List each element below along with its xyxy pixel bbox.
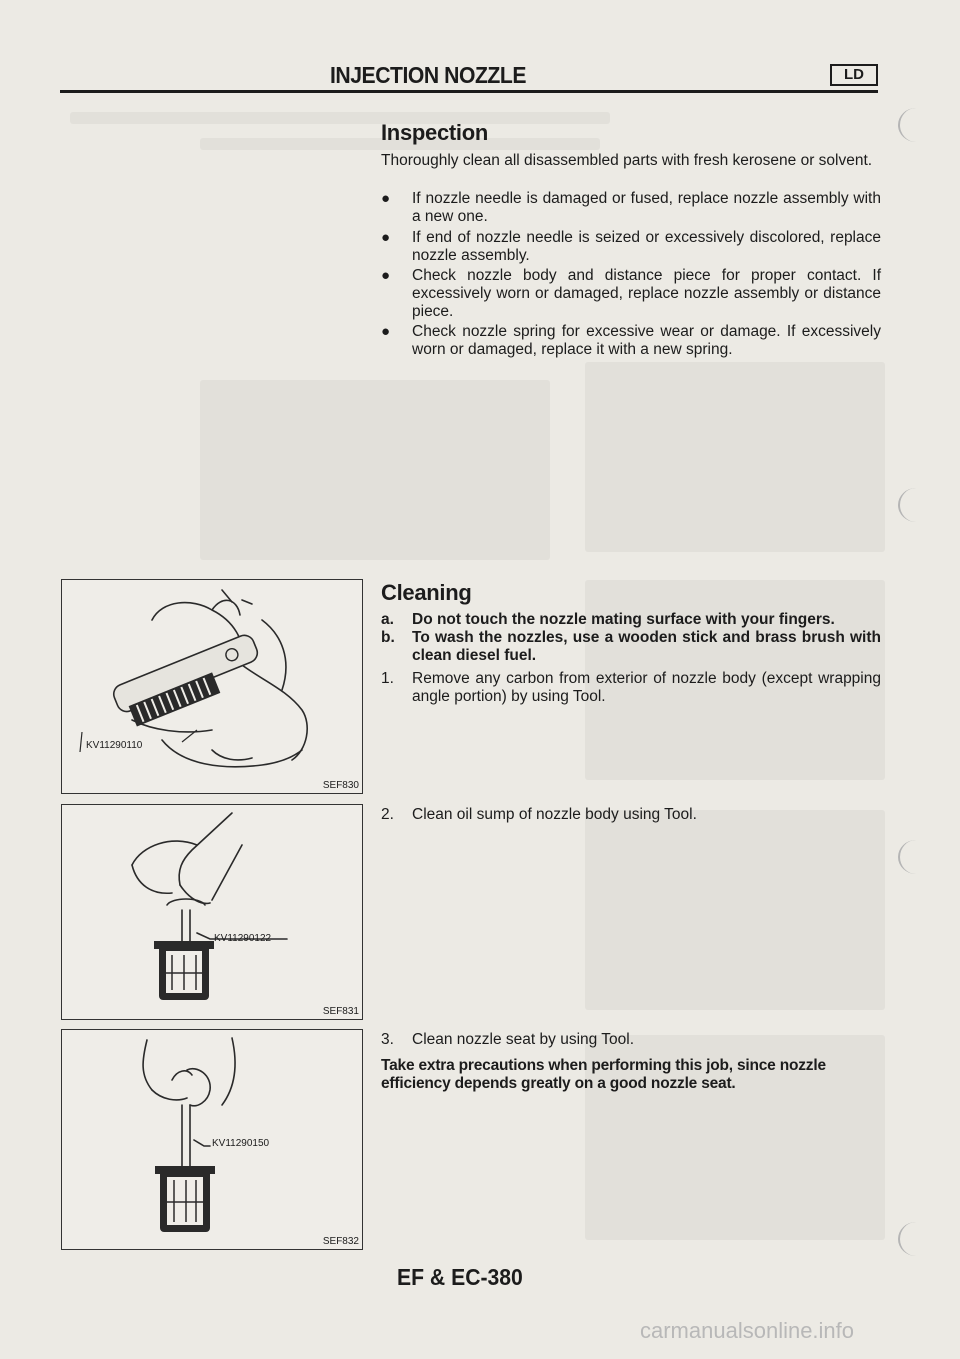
tool-number-label: KV11290122: [214, 933, 272, 944]
inspection-bullet: [381, 323, 881, 359]
site-watermark: carmanualsonline.info: [640, 1318, 855, 1343]
step-number: 3.: [381, 1031, 394, 1048]
bullet-text: If nozzle needle is damaged or fused, replace nozzle assembly with a new one.: [412, 190, 881, 225]
figure-brush-cleaning: [61, 579, 363, 794]
step-number: 1.: [381, 670, 394, 687]
binder-hole: [898, 108, 934, 142]
step-item: [381, 1031, 881, 1049]
cleaning-heading: Cleaning: [381, 580, 472, 605]
inspection-bullet: [381, 229, 881, 265]
caution-item: [381, 629, 881, 665]
bleed-through-figure: [585, 810, 885, 1010]
inspection-bullet: [381, 190, 881, 226]
figure-reference: SEF832: [322, 1236, 359, 1247]
engine-code-badge: LD: [830, 64, 878, 86]
bleed-through-text: [70, 112, 610, 124]
inspection-bullet: [381, 267, 881, 321]
bleed-through-text: [200, 380, 550, 560]
step-text: Remove any carbon from exterior of nozzle body (except wrapping angle portion) by using Tool.: [412, 670, 881, 705]
page-header-title: INJECTION NOZZLE: [330, 62, 527, 88]
inspection-intro: Thoroughly clean all disassembled parts with fresh kerosene or solvent.: [381, 152, 873, 169]
bullet-text: Check nozzle spring for excessive wear or damage. If excessively worn or damaged, replace it with a new spring.: [412, 323, 881, 358]
page-number: EF & EC-380: [397, 1264, 523, 1290]
caution-label: a.: [381, 611, 394, 628]
figure-oil-sump-cleaning: [61, 804, 363, 1020]
binder-hole: [898, 488, 934, 522]
tool-number-label: KV11290110: [86, 740, 143, 751]
bullet-dot: ●: [381, 323, 391, 340]
caution-text: To wash the nozzles, use a wooden stick and brass brush with clean diesel fuel.: [412, 629, 881, 664]
nozzle-seat-warning: Take extra precautions when performing this job, since nozzle efficiency depends greatly on a good nozzle seat.: [381, 1057, 826, 1092]
bullet-dot: ●: [381, 267, 391, 284]
figure-nozzle-seat-cleaning: [61, 1029, 363, 1250]
binder-hole: [898, 840, 934, 874]
hand-brush-illustration: [62, 580, 362, 793]
step-item: [381, 670, 881, 706]
step-item: [381, 806, 881, 824]
bullet-dot: ●: [381, 190, 391, 207]
step-number: 2.: [381, 806, 394, 823]
bullet-dot: ●: [381, 229, 391, 246]
figure-reference: SEF831: [322, 1006, 359, 1017]
inspection-heading: Inspection: [381, 120, 489, 145]
figure-reference: SEF830: [322, 780, 359, 791]
bullet-text: If end of nozzle needle is seized or excessively discolored, replace nozzle assembly.: [412, 229, 881, 264]
oil-sump-tool-illustration: [62, 805, 362, 1019]
caution-label: b.: [381, 629, 395, 646]
tool-number-label: KV11290150: [212, 1138, 270, 1149]
step-text: Clean nozzle seat by using Tool.: [412, 1031, 635, 1048]
binder-hole: [898, 1222, 934, 1256]
header-rule: [60, 90, 878, 93]
bullet-text: Check nozzle body and distance piece for proper contact. If excessively worn or damaged, replace nozzle assembly or distance piece.: [412, 267, 881, 320]
bleed-through-figure: [585, 362, 885, 552]
caution-text: Do not touch the nozzle mating surface with your fingers.: [412, 611, 835, 628]
caution-item: [381, 611, 881, 629]
step-text: Clean oil sump of nozzle body using Tool.: [412, 806, 697, 823]
